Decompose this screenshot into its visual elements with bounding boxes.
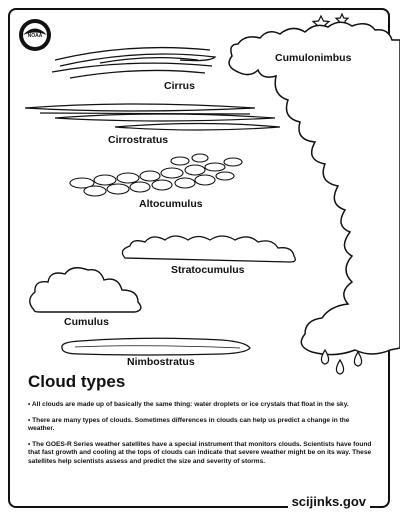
cirrus-cloud-drawing [52,48,215,78]
bullet-item: • All clouds are made up of basically the same thing: water droplets or ice crystals that float in the sky. [28,401,349,408]
noaa-logo [19,19,51,51]
site-link[interactable]: scijinks.gov [288,494,370,509]
cumulonimbus-cloud-drawing [229,22,400,354]
label-cumulonimbus: Cumulonimbus [275,52,352,64]
cirrostratus-cloud-drawing [25,104,280,130]
label-cumulus: Cumulus [64,316,109,328]
altocumulus-cloud-drawing [70,154,242,196]
bullet-item: • There are many types of clouds. Sometimes differences in clouds can help us predict a change in the weather. [28,416,350,433]
label-nimbostratus: Nimbostratus [127,356,195,368]
stratocumulus-cloud-drawing [122,236,295,262]
label-cirrostratus: Cirrostratus [108,134,169,146]
bullet-item: • The GOES-R Series weather satellites have a special instrument that monitors clouds. Scientists have found that fast growth and cooling at the tops of clouds can indicate that severe weather might be on its way. These satellites help scientists assess and predict the size and severity of storms. [28,440,372,465]
label-altocumulus: Altocumulus [139,198,203,210]
cumulus-cloud-drawing [30,268,141,312]
info-bullets [28,401,373,474]
noaa-logo-text: NOAA [27,33,43,39]
label-stratocumulus: Stratocumulus [171,264,245,276]
label-cirrus: Cirrus [164,80,195,92]
section-title: Cloud types [28,372,126,391]
